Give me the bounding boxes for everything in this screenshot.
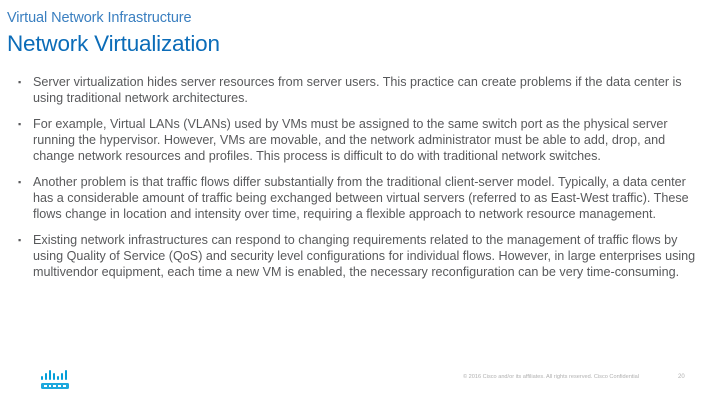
bullet-item <box>18 116 708 164</box>
bullet-text: Existing network infrastructures can respond to changing requirements related to the management of traffic flows by using Quality of Service (QoS) and security level configurations for individual flows. However, in large enterprises using multivendor equipment, each time a new VM is enabled, the necessary reconfiguration can be very time-consuming. <box>33 233 696 279</box>
bullet-item <box>18 232 708 280</box>
bullet-marker-icon: ▪ <box>18 177 22 187</box>
bullet-text: Another problem is that traffic flows differ substantially from the traditional client-server model. Typically, a data center has a considerable amount of traffic being exchanged between virtual servers (referred to as East-West traffic). These flows change in location and intensity over time, requiring a flexible approach to network resource management. <box>33 175 689 221</box>
copyright-notice: © 2016 Cisco and/or its affiliates. All rights reserved. Cisco Confidential <box>463 374 639 380</box>
bullet-item <box>18 174 708 222</box>
cisco-logo-icon <box>40 370 70 392</box>
section-subtitle: Virtual Network Infrastructure <box>7 10 192 26</box>
slide-title: Network Virtualization <box>7 31 220 56</box>
bullet-text: For example, Virtual LANs (VLANs) used by VMs must be assigned to the same switch port as the physical server running the hypervisor. However, VMs are movable, and the network administrator must be able to add, drop, and change network resources and profiles. This process is difficult to do with traditional network switches. <box>33 117 668 163</box>
page-number: 20 <box>678 374 685 380</box>
bullet-list <box>18 74 708 290</box>
bullet-marker-icon: ▪ <box>18 119 22 129</box>
bullet-marker-icon: ▪ <box>18 77 22 87</box>
bullet-marker-icon: ▪ <box>18 235 22 245</box>
bullet-item <box>18 74 708 106</box>
footer <box>0 366 720 396</box>
bullet-text: Server virtualization hides server resources from server users. This practice can create problems if the data center is using traditional network architectures. <box>33 75 682 105</box>
